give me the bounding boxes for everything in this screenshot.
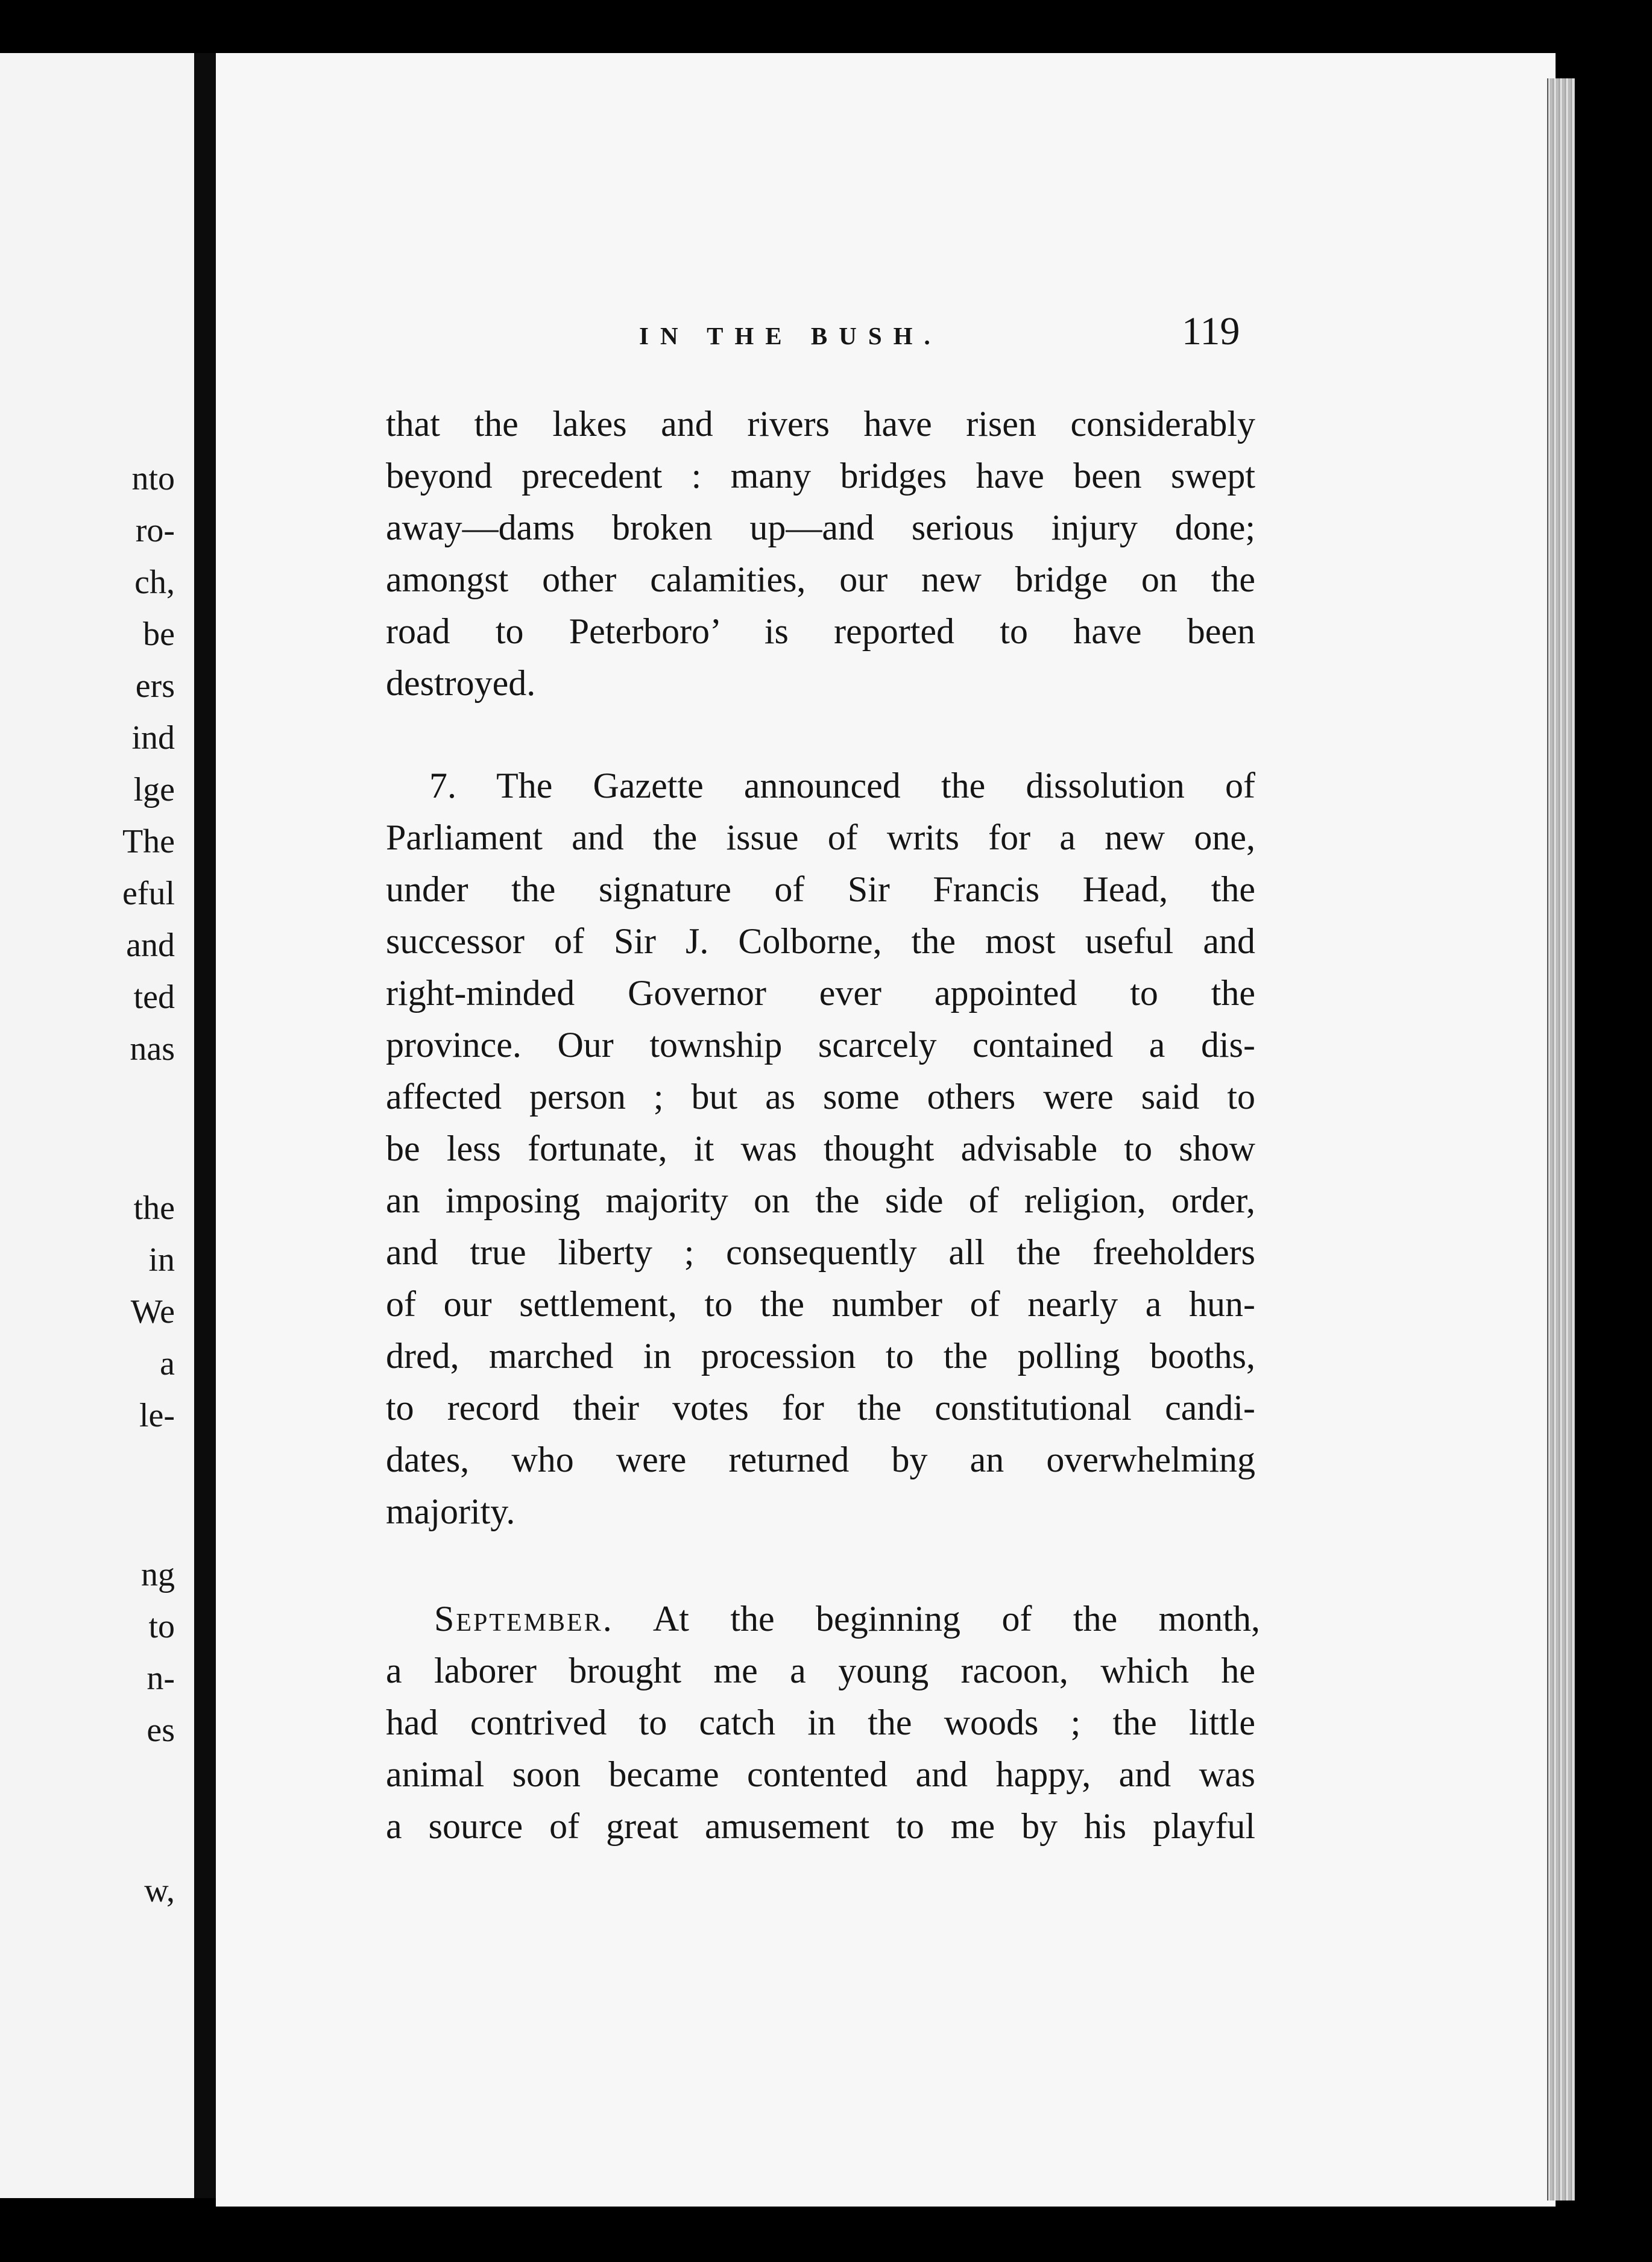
facing-line: in	[148, 1241, 175, 1279]
facing-line: lge	[133, 771, 175, 808]
facing-line: ch,	[134, 564, 175, 601]
text-line: that the lakes and rivers have risen considerably	[386, 404, 1255, 444]
text-line: beyond precedent : many bridges have been swept	[386, 456, 1255, 496]
facing-line: be	[143, 616, 175, 653]
section-heading: September.	[434, 1599, 614, 1639]
book-gutter	[194, 53, 216, 2198]
facing-page-fragment	[0, 53, 194, 2198]
facing-line: We	[130, 1293, 175, 1331]
facing-line: to	[148, 1608, 175, 1645]
page-edge-stack	[1547, 78, 1575, 2201]
text-line: successor of Sir J. Colborne, the most useful and	[386, 921, 1255, 961]
text-fragment: At the beginning of the month,	[652, 1599, 1260, 1639]
facing-line: ind	[131, 719, 175, 757]
text-line: right-minded Governor ever appointed to the	[386, 973, 1255, 1013]
facing-line: w,	[144, 1872, 175, 1909]
text-line: dred, marched in procession to the polling booths,	[386, 1336, 1255, 1376]
facing-line: nto	[131, 460, 175, 497]
text-line: 7. The Gazette announced the dissolution of	[429, 766, 1255, 805]
facing-line: n-	[147, 1660, 175, 1697]
facing-line: a	[160, 1345, 175, 1382]
facing-line: ng	[141, 1556, 175, 1593]
facing-line: es	[147, 1712, 175, 1749]
facing-line: le-	[139, 1397, 175, 1434]
facing-line: eful	[122, 875, 175, 912]
text-line: to record their votes for the constitutional candi-	[386, 1388, 1255, 1428]
text-line: a laborer brought me a young racoon, which he	[386, 1651, 1255, 1690]
text-line: an imposing majority on the side of religion, order,	[386, 1180, 1255, 1220]
text-line: destroyed.	[386, 663, 536, 703]
text-line: province. Our township scarcely contained a dis-	[386, 1025, 1255, 1065]
text-line: be less fortunate, it was thought advisable to show	[386, 1129, 1255, 1168]
text-line: road to Peterboro’ is reported to have been	[386, 611, 1255, 651]
facing-line: ers	[135, 667, 175, 705]
facing-line: and	[126, 927, 175, 964]
text-line: animal soon became contented and happy, and was	[386, 1754, 1255, 1794]
text-line: amongst other calamities, our new bridge on the	[386, 559, 1255, 599]
text-line-september	[434, 1598, 1260, 1640]
text-line: affected person ; but as some others were said to	[386, 1077, 1255, 1117]
facing-line: ted	[133, 978, 175, 1016]
text-line: had contrived to catch in the woods ; the little	[386, 1703, 1255, 1742]
text-line: away—dams broken up—and serious injury done;	[386, 508, 1255, 547]
facing-line: the	[133, 1189, 175, 1227]
text-line: majority.	[386, 1492, 515, 1531]
facing-line: nas	[130, 1030, 175, 1068]
facing-line: ro-	[135, 512, 175, 549]
page-number: 119	[1182, 309, 1240, 353]
running-head: IN THE BUSH.	[639, 322, 942, 350]
text-line: Parliament and the issue of writs for a new one,	[386, 818, 1255, 857]
text-line: and true liberty ; consequently all the freeholders	[386, 1232, 1255, 1272]
text-line: dates, who were returned by an overwhelming	[386, 1440, 1255, 1479]
text-line: of our settlement, to the number of nearly a hun-	[386, 1284, 1255, 1324]
text-line: a source of great amusement to me by his playful	[386, 1806, 1255, 1846]
text-line: under the signature of Sir Francis Head, the	[386, 869, 1255, 909]
facing-line: The	[122, 823, 175, 860]
